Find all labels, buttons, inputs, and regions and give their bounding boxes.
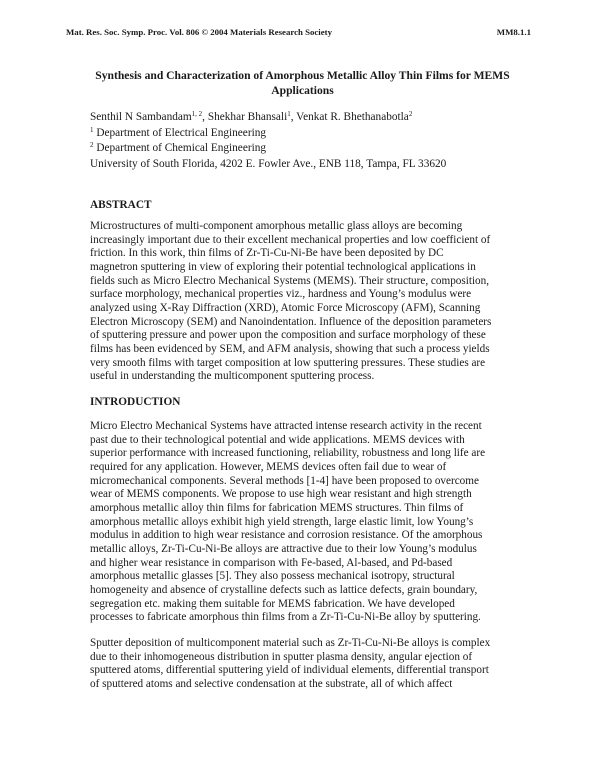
text-line: metallic alloys, Zr-Ti-Cu-Ni-Be alloys are attractive due to their low Young’s modulus (90, 542, 477, 555)
affiliation-text: Department of Electrical Engineering (93, 126, 267, 139)
text-line: modulus in addition to high wear resistance and corrosion resistance. Of the amorphous (90, 529, 483, 542)
author-separator: , (202, 111, 208, 123)
text-line: Micro Electro Mechanical Systems have attracted intense research activity in the recent (90, 420, 482, 432)
text-line: increasingly important due to their excellent mechanical properties and low coefficient of (90, 233, 491, 246)
author-name: Senthil N Sambandam (90, 111, 192, 123)
author-affiliation-mark: 1 (287, 110, 291, 118)
affiliation-line (90, 141, 446, 157)
paper-title-line: Synthesis and Characterization of Amorphous Metallic Alloy Thin Films for MEMS (95, 69, 510, 82)
text-line: superior performance with increased functioning, reliability, robustness and long life are (90, 447, 486, 460)
introduction-paragraph-2 (90, 637, 530, 692)
paper-title (80, 68, 525, 98)
text-line: Electron Microscopy (SEM) and Nanoindentation. Influence of the deposition parameters (90, 315, 492, 328)
abstract-heading: ABSTRACT (90, 199, 152, 211)
text-line: magnetron sputtering in view of exploring their potential technological applications in (90, 260, 476, 273)
author-separator: , (290, 111, 297, 123)
text-line: segregation etc. making them suitable for MEMS fabrication. We have developed (90, 597, 455, 610)
text-line: very smooth films with target composition at low sputtering pressures. These studies are (90, 356, 486, 369)
text-line: wear of MEMS components. We propose to use high wear resistant and high strength (90, 488, 472, 501)
text-line: films has been evidenced by SEM, and AFM analysis, showing that such a process yields (90, 342, 490, 355)
running-header-page-id: MM8.1.1 (496, 27, 531, 37)
paper-title-line: Applications (271, 84, 334, 97)
text-line: homogeneity and absence of crystalline defects such as lattice defects, grain boundary, (90, 583, 478, 596)
text-line: of sputtering pressure and power upon the composition and surface morphology of these (90, 329, 486, 342)
affiliation-mark: 1 (90, 125, 94, 134)
abstract-body (90, 220, 530, 384)
author-list (90, 110, 446, 126)
text-line: useful in understanding the multicomponent sputtering process. (90, 370, 375, 383)
text-line: surface morphology, mechanical properties viz., hardness and Young’s modulus were (90, 288, 472, 301)
introduction-paragraph-1 (90, 420, 530, 625)
text-line: Microstructures of multi-component amorphous metallic glass alloys are becoming (90, 220, 463, 232)
text-line: required for any application. However, MEMS devices often fail due to wear of (90, 460, 447, 473)
text-line: amorphous metallic alloy thin films for fabrication MEMS structures. Thin films of (90, 501, 464, 514)
introduction-heading: INTRODUCTION (90, 396, 181, 408)
affiliation-mark: 2 (90, 141, 94, 149)
text-line: Sputter deposition of multicomponent material such as Zr-Ti-Cu-Ni-Be alloys is complex (90, 637, 491, 649)
text-line: sputtered atoms, differential sputtering yield of individual elements, differential transport (90, 664, 489, 677)
text-line: processes to fabricate amorphous thin films from a Zr-Ti-Cu-Ni-Be alloy by sputtering. (90, 611, 481, 624)
text-line: past due to their technological potential and wide applications. MEMS devices with (90, 433, 465, 446)
text-line: fields such as Micro Electro Mechanical Systems (MEMS). Their structure, composition, (90, 274, 490, 287)
affiliation-text: Department of Chemical Engineering (93, 142, 267, 154)
author-affiliation-mark: 2 (408, 110, 413, 118)
running-header-citation: Mat. Res. Soc. Symp. Proc. Vol. 806 © 2004 Materials Research Society (66, 27, 332, 37)
text-line: amorphous metallic glasses [5]. They also possess mechanical isotropy, structural (90, 570, 455, 583)
text-line: and higher wear resistance in comparison with Fe-based, Al-based, and Pd-based (90, 556, 453, 569)
text-line: due to their inhomogeneous distribution in sputter plasma density, angular ejection of (90, 650, 473, 663)
address-line: University of South Florida, 4202 E. Fowler Ave., ENB 118, Tampa, FL 33620 (90, 157, 447, 170)
text-line: amorphous metallic alloys exhibit high yield strength, large elastic limit, low Young’s (90, 515, 474, 528)
author-name: Shekhar Bhansali (207, 111, 288, 123)
affiliation-line (90, 126, 446, 142)
author-affiliation-mark: 1, 2 (191, 110, 203, 118)
text-line: micromechanical components. Several methods [1-4] have been proposed to overcome (90, 474, 479, 487)
text-line: of sputtered atoms and selective condensation at the substrate, all of which affect (90, 677, 453, 690)
text-line: friction. In this work, thin films of Zr-Ti-Cu-Ni-Be have been deposited by DC (90, 247, 444, 260)
text-line: analyzed using X-Ray Diffraction (XRD), Atomic Force Microscopy (AFM), Scanning (90, 301, 481, 314)
author-block (90, 110, 446, 172)
author-name: Venkat R. Bhethanabotla (296, 111, 409, 123)
